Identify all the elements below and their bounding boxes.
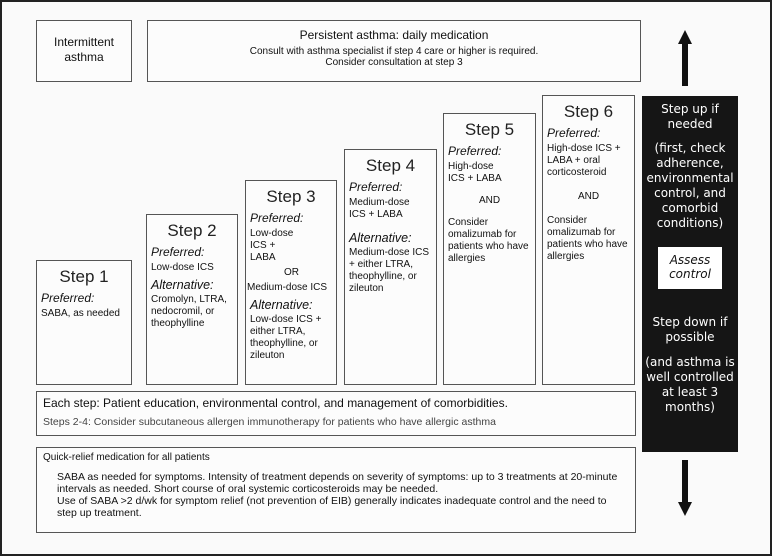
step-control-panel (642, 96, 738, 452)
assess-control-box (658, 247, 722, 289)
alternative-label: Alternative: (151, 278, 214, 292)
step-title: Step 1 (59, 267, 109, 286)
persistent-title: Persistent asthma: daily medication (299, 28, 489, 42)
preferred-text: Medium-dose ICS + LABA (349, 197, 410, 220)
each-step-box (36, 391, 636, 436)
persistent-line2: Consider consultation at step 3 (325, 57, 463, 68)
preferred-text: Low-dose ICS + LABA (250, 228, 294, 263)
preferred-label: Preferred: (151, 245, 205, 259)
assess-control-label: Assess control (669, 253, 711, 281)
preferred-label: Preferred: (349, 180, 403, 194)
extra-text: Consider omalizumab for patients who have allergies (547, 215, 628, 262)
step-4 (344, 149, 437, 385)
quick-relief-title: Quick-relief medication for all patients (43, 452, 210, 463)
step-title: Step 2 (167, 221, 217, 240)
alternative-label: Alternative: (250, 298, 313, 312)
extra-text: Consider omalizumab for patients who have allergies (448, 217, 529, 264)
preferred-text: SABA, as needed (41, 308, 120, 319)
step-down-label: Step down if possible (652, 315, 728, 344)
preferred-text: High-dose ICS + LABA (448, 161, 502, 184)
quick-relief-box (36, 447, 636, 533)
alternative-text: Medium-dose ICS + either LTRA, theophylline, or zileuton (349, 247, 430, 294)
preferred-text-2: Medium-dose ICS (247, 282, 328, 293)
step-up-label: Step up if needed (661, 102, 719, 131)
step-up-arrow-icon (678, 30, 692, 86)
persistent-box (147, 20, 641, 82)
preferred-label: Preferred: (547, 126, 601, 140)
and-text: AND (577, 191, 600, 202)
alternative-text: Low-dose ICS + either LTRA, theophylline, or zileuton (250, 314, 322, 361)
preferred-text: Low-dose ICS (151, 262, 214, 273)
step-title: Step 4 (365, 156, 416, 175)
step-3 (245, 180, 337, 385)
preferred-text: High-dose ICS + LABA + oral corticosteroid (547, 143, 621, 178)
alternative-text: Cromolyn, LTRA, nedocromil, or theophylline (151, 294, 227, 329)
persistent-line1: Consult with asthma specialist if step 4 care or higher is required. (249, 46, 539, 57)
quick-relief-p1: SABA as needed for symptoms. Intensity of treatment depends on severity of symptoms: up to 3 treatments at 20-minute intervals as needed. Short course of oral systemic corticosteroids may be needed. (57, 471, 618, 495)
step-1 (36, 260, 132, 385)
step-down-note: (and asthma is well controlled at least 3 months) (645, 355, 735, 414)
each-step-line1: Each step: Patient education, environmental control, and management of comorbidities. (43, 396, 508, 410)
step-down-arrow-icon (678, 460, 692, 516)
step-6 (542, 95, 635, 385)
step-2 (146, 214, 238, 385)
or-text: OR (284, 267, 299, 278)
step-title: Step 3 (266, 187, 316, 206)
preferred-label: Preferred: (250, 211, 304, 225)
and-text: AND (478, 195, 501, 206)
intermittent-box (36, 20, 132, 82)
preferred-label: Preferred: (448, 144, 502, 158)
intermittent-label: Intermittent asthma (53, 35, 115, 64)
step-up-note: (first, check adherence, environmental control, and comorbid conditions) (646, 141, 734, 230)
each-step-line2: Steps 2-4: Consider subcutaneous allergen immunotherapy for patients who have allergic asthma (43, 416, 496, 428)
step-title: Step 5 (464, 120, 515, 139)
step-title: Step 6 (563, 102, 614, 121)
alternative-label: Alternative: (349, 231, 412, 245)
quick-relief-p2: Use of SABA >2 d/wk for symptom relief (not prevention of EIB) generally indicates inadequate control and the need to step up treatment. (57, 495, 607, 519)
step-5 (443, 113, 536, 385)
preferred-label: Preferred: (41, 291, 95, 305)
